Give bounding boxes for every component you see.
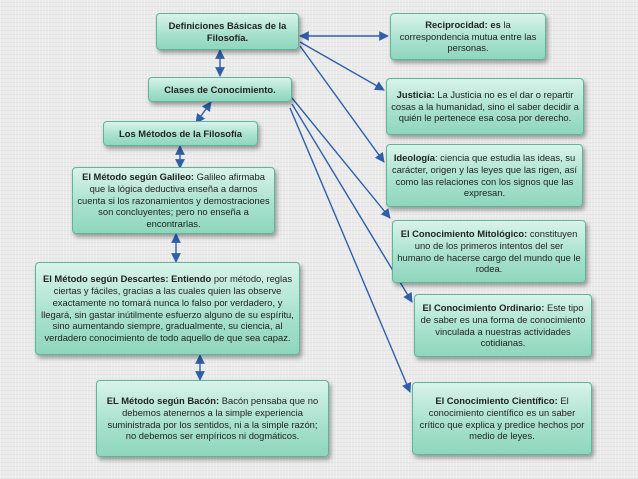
node-justicia-text: La Justicia no es el dar o repartir cosas a la humanidad, sino el saber decidir a quién le pertenece esa cosa por derecho. — [391, 88, 579, 124]
node-cientifico-title: El Conocimiento Científico: — [435, 395, 558, 406]
node-definiciones — [156, 13, 299, 50]
node-metodos — [103, 121, 258, 146]
node-justicia — [386, 78, 584, 135]
node-mitologico-title: El Conocimiento Mitológico: — [400, 228, 528, 239]
node-cientifico — [412, 382, 592, 455]
node-galileo-text: Galileo afirmaba que la lógica deductiva enseña a darnos cuenta si los razonamientos y demostraciones son concluyentes; pero no enseña a encontrarlas. — [77, 171, 270, 230]
node-ideologia — [386, 144, 583, 207]
node-mitologico — [392, 220, 586, 283]
arrow-clases-metodos — [196, 102, 211, 123]
node-justicia-title: Justicia: — [396, 88, 435, 100]
node-ordinario-title: El Conocimiento Ordinario: — [422, 302, 545, 313]
arrow-definiciones-ideologia — [300, 46, 384, 162]
node-clases — [148, 77, 292, 102]
node-cientifico-text: El conocimiento científico es un saber crítico que explica y predice hechos por medio de leyes. — [419, 395, 585, 442]
node-ordinario — [414, 294, 592, 357]
node-ordinario-text: Este tipo de saber es una forma de conocimiento vinculada a nuestras actividades cotidianas. — [420, 302, 586, 349]
node-reciprocidad-text: la correspondencia mutua entre las personas. — [399, 18, 537, 54]
arrow-definiciones-justicia — [300, 42, 384, 90]
node-clases-title: Clases de Conocimiento. — [164, 83, 276, 95]
node-descartes-text: por método, reglas ciertas y fáciles, gracias a las cuales quien las observe exactamente no tomará nunca lo falso por verdadero, y llegará, sin gastar inútilmente esfuerzo alguno de su espíritu, sino aumentando siempre, gradualmente, su ciencia, al verdadero conocimiento de todo aquello de que sea capaz. — [41, 273, 294, 343]
node-metodos-title: Los Métodos de la Filosofía — [119, 127, 242, 139]
node-reciprocidad-title: Reciprocidad: es — [425, 18, 501, 30]
node-ideologia-text: : ciencia que estudia las ideas, su carácter, origen y las leyes que las rigen, así como las relaciones con los signos que las expresan. — [392, 152, 577, 199]
node-descartes — [35, 262, 300, 355]
node-definiciones-title: Definiciones Básicas de la Filosofía. — [168, 19, 287, 43]
node-bacon-title: EL Método según Bacón: — [106, 395, 220, 406]
node-mitologico-text: constituyen uno de los primeros intentos del ser humano de hacerse cargo del mundo que le rodea. — [397, 228, 581, 275]
node-reciprocidad — [390, 13, 546, 60]
node-galileo-title: El Método según Galileo: — [82, 171, 195, 183]
arrow-clases-mitologico — [292, 98, 390, 218]
node-bacon-text: Bacón pensaba que no debemos atenernos a la simple experiencia suministrada por los sentidos, ni a la simple razón; no debemos ser empíricos ni dogmáticos. — [107, 395, 319, 442]
node-galileo — [72, 167, 275, 234]
node-ideologia-title: Ideología — [393, 152, 435, 163]
node-bacon — [96, 380, 329, 457]
node-descartes-title: El Método según Descartes: Entiendo — [42, 273, 212, 285]
